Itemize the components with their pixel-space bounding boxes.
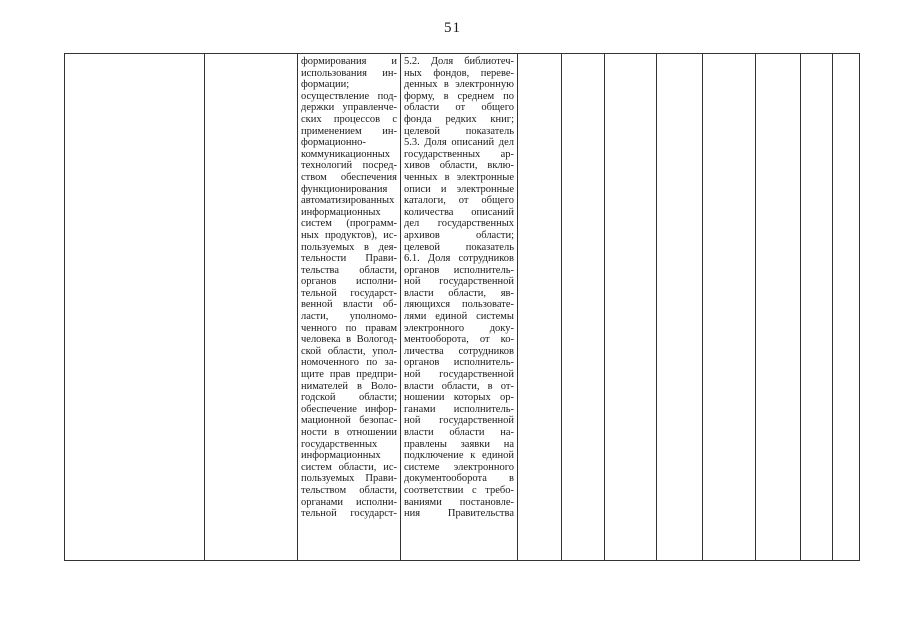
text-line: ных фондов, переве- <box>404 67 514 79</box>
table-cell-col2 <box>205 54 298 561</box>
text-line: функционирования <box>301 183 388 195</box>
text-line: венной власти об- <box>301 299 397 311</box>
text-line: области от общего <box>404 102 514 114</box>
text-line: соответствии с требо- <box>404 484 514 496</box>
text-line: ченных в электронные <box>404 171 514 183</box>
text-line: ния Правительства <box>404 508 514 520</box>
text-line: власти области, яв- <box>404 287 514 299</box>
text-line: 6.1. Доля сотрудников <box>404 253 514 265</box>
text-line: фонда редких книг; <box>404 113 514 125</box>
text-line: денных в электронную <box>404 79 514 91</box>
text-line: обеспечение инфор- <box>301 403 397 415</box>
text-line: органами исполни- <box>301 496 397 508</box>
text-line: власти области на- <box>404 427 514 438</box>
text-line: ских процессов с <box>301 113 397 125</box>
text-line: органов исполни- <box>301 276 397 288</box>
text-line: ной государственной <box>404 415 514 427</box>
text-line: ной государственной <box>404 369 514 381</box>
text-line: архивов области; <box>404 229 514 241</box>
text-line: ством обеспечения <box>301 171 397 183</box>
document-table <box>64 53 860 561</box>
text-line: применением ин- <box>301 125 397 137</box>
text-line: осуществление под- <box>301 90 397 102</box>
text-line: использования ин- <box>301 67 397 79</box>
text-line: описи и электронные <box>404 183 514 195</box>
text-line: формации; <box>301 79 350 91</box>
text-line: коммуникационных <box>301 148 391 160</box>
text-line: целевой показатель <box>404 125 514 137</box>
text-line: форму, в среднем по <box>404 90 514 102</box>
text-line: технологий посред- <box>301 160 397 172</box>
text-line: формационно- <box>301 137 366 149</box>
text-line: годской области; <box>301 392 397 404</box>
text-line: документооборота в <box>404 473 514 485</box>
text-line: ной государственной <box>404 276 514 288</box>
text-line: информационных <box>301 450 381 462</box>
text-line: ласти, уполномо- <box>301 311 397 323</box>
table-cell-col7 <box>605 54 657 561</box>
text-line: тельством области, <box>301 484 397 496</box>
text-line: ности в отношении <box>301 427 397 438</box>
table-cell-col1 <box>65 54 205 561</box>
text-line: электронного доку- <box>404 322 514 334</box>
table-cell-col10 <box>756 54 801 561</box>
table-cell-col6 <box>562 54 605 561</box>
text-line: ных продуктов), ис- <box>301 229 397 241</box>
text-line: держки управленче- <box>301 102 397 114</box>
text-line: информационных <box>301 206 381 218</box>
text-line: количества описаний <box>404 206 514 218</box>
text-line: государственных <box>301 438 378 450</box>
text-line: пользуемых Прави- <box>301 473 397 485</box>
text-line: систем области, ис- <box>301 461 397 473</box>
text-line: государственных ар- <box>404 148 514 160</box>
text-line: органов исполнитель- <box>404 264 514 276</box>
column3-text <box>298 54 400 520</box>
text-line: каталоги, от общего <box>404 195 514 207</box>
text-line: власти области, в от- <box>404 380 514 392</box>
page-number: 51 <box>444 20 461 36</box>
text-line: щите прав предпри- <box>301 369 397 381</box>
table-cell-col8 <box>657 54 703 561</box>
table-cell-col3 <box>298 54 401 561</box>
text-line: тельства области, <box>301 264 397 276</box>
text-line: пользуемых в дея- <box>301 241 397 253</box>
text-line: подключение к единой <box>404 450 514 462</box>
text-line: автоматизированных <box>301 195 395 207</box>
text-line: ментооборота, от ко- <box>404 334 514 346</box>
table-cell-col12 <box>833 54 860 561</box>
text-line: ляющихся пользовате- <box>404 299 514 311</box>
text-line: 5.3. Доля описаний дел <box>404 137 514 149</box>
table-cell-col11 <box>801 54 833 561</box>
text-line: формирования и <box>301 56 397 67</box>
text-line: дел государственных <box>404 218 514 230</box>
text-line: тельной государст- <box>301 508 397 520</box>
text-line: тельности Прави- <box>301 253 397 265</box>
text-line: системе электронного <box>404 461 514 473</box>
text-line: личества сотрудников <box>404 345 514 357</box>
text-line: правлены заявки на <box>404 438 514 450</box>
text-line: ганами исполнитель- <box>404 403 514 415</box>
text-line: 5.2. Доля библиотеч- <box>404 56 514 67</box>
text-line: целевой показатель <box>404 241 514 253</box>
table-row <box>65 54 860 561</box>
table-cell-col9 <box>703 54 756 561</box>
text-line: ношении которых ор- <box>404 392 514 404</box>
text-line: систем (программ- <box>301 218 397 230</box>
text-line: лями единой системы <box>404 311 514 323</box>
table-cell-col5 <box>518 54 562 561</box>
column4-text <box>401 54 517 520</box>
text-line: тельной государст- <box>301 287 397 299</box>
text-line: ской области, упол- <box>301 345 397 357</box>
text-line: органов исполнитель- <box>404 357 514 369</box>
text-line: хивов области, вклю- <box>404 160 514 172</box>
text-line: человека в Вологод- <box>301 334 397 346</box>
text-line: мационной безопас- <box>301 415 397 427</box>
text-line: ченного по правам <box>301 322 397 334</box>
text-line: номоченного по за- <box>301 357 397 369</box>
table-cell-col4 <box>401 54 518 561</box>
text-line: нимателей в Воло- <box>301 380 397 392</box>
text-line: ваниями постановле- <box>404 496 514 508</box>
